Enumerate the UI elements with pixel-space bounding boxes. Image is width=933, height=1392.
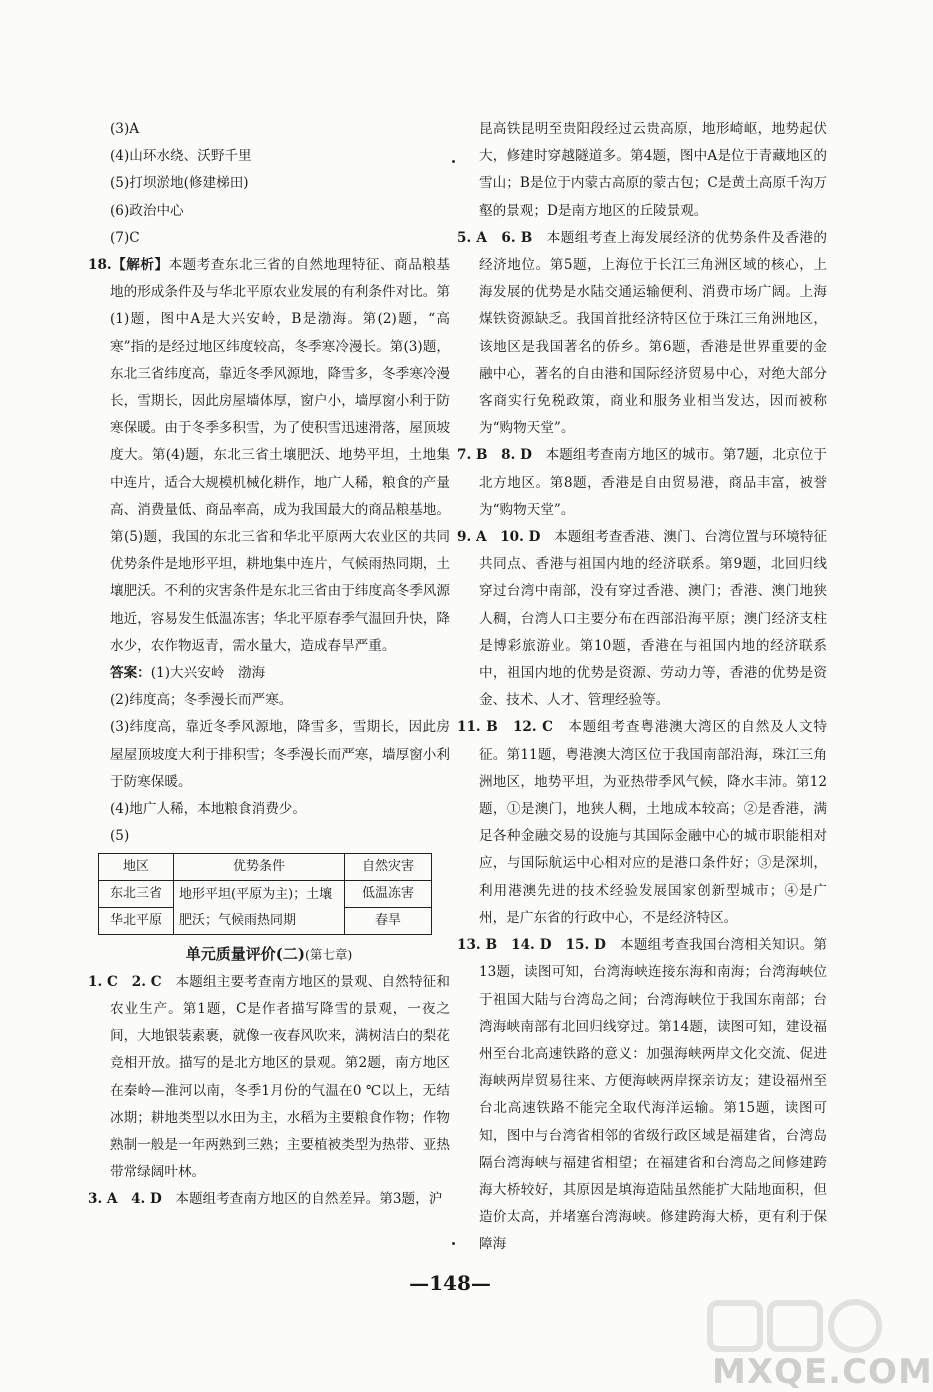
answer-line: [88, 660, 450, 687]
question-text: 本题组考查粤港澳大湾区的自然及人文特征。第11题，粤港澳大湾区位于我国南部沿海，珠江三角洲地区，地势平坦，为亚热带季风气候，降水丰沛。第12题，①是澳门，地狭人稠，土地成本较高；②是香港，满足各种金融交易的设施与其国际金融中心的城市职能相对应，与国际航运中心相对应的是港口条件好；③是深圳，利用港澳先进的技术经验发展国家创新型城市；④是广州，是广东省的行政中心，不是经济特区。: [479, 719, 827, 926]
question-number: 11. B 12. C: [457, 719, 553, 736]
question-number: 1. C 2. C: [88, 973, 162, 990]
question-7: [457, 442, 827, 524]
page-number: —148—: [409, 1271, 491, 1295]
question-number: 3. A 4. D: [88, 1191, 162, 1208]
question-3: [88, 1186, 450, 1213]
table-cell: 低温冻害: [345, 881, 432, 908]
question-text: 本题组考查我国台湾相关知识。第13题，读图可知，台湾海峡连接东海和南海；台湾海峡位于祖国大陆与台湾岛之间；台湾海峡位于我国东南部；台湾海峡南部有北回归线穿过。第14题，读图可知，建设福州至台北高速铁路的意义：加强海峡两岸文化交流、促进海峡两岸贸易往来、方便海峡两岸探亲访友；建设福州至台北高速铁路不能完全取代海洋运输。第15题，读图可知，图中与台湾省相邻的省级行政区域是福建省，台湾岛隔台湾海峡与福建省相望；在福建省和台湾岛之间修建跨海大桥较好，其原因是填海造陆虽然能扩大陆地面积，但造价太高，并堵塞台湾海峡。修建跨海大桥，更有利于保障海: [479, 937, 828, 1253]
answer-line: (5)打坝淤地(修建梯田): [110, 175, 249, 192]
question-13: [457, 932, 827, 1258]
table-cell-line: 地形平坦(平原为主)；土壤: [179, 886, 333, 902]
answer-line: (6)政治中心: [110, 202, 184, 219]
question-11: [457, 714, 827, 932]
analysis-tag: 【解析】: [111, 257, 169, 274]
question-text: 本题组考查南方地区的自然差异。第3题，沪: [175, 1191, 443, 1208]
question-number: 13. B 14. D 15. D: [457, 937, 606, 954]
answer-line: (3)A: [110, 121, 140, 137]
question-5: [457, 225, 827, 443]
section-title: [88, 941, 450, 968]
table-row: [99, 881, 432, 908]
answer-line: (2)纬度高；冬季漫长而严寒。: [110, 692, 293, 709]
question-1: [88, 969, 450, 1187]
table-cell: 东北三省: [99, 881, 174, 908]
table-header: 地区: [99, 854, 174, 881]
table-row: [99, 854, 432, 881]
continued-text: 昆高铁昆明至贵阳段经过云贵高原，地形崎岖，地势起伏大，修建时穿越隧道多。第4题，图中A是位于青藏地区的雪山；B是位于内蒙古高原的蒙古包；C是黄土高原千沟万壑的景观；D是南方地区的丘陵景观。: [479, 121, 827, 219]
comparison-table: [98, 853, 432, 935]
table-header: 优势条件: [174, 854, 345, 881]
answer-line: (4)山环水绕、沃野千里: [110, 148, 252, 165]
answer-line: (3)纬度高，靠近冬季风源地，降雪多，雪期长，因此房屋屋顶坡度大利于排积雪；冬季漫长而严寒，墙厚窗小利于防寒保暖。: [110, 719, 450, 790]
answer-label: 答案：: [110, 665, 151, 682]
right-column: [457, 116, 827, 1259]
column-mark: [452, 1242, 455, 1245]
analysis-text: 本题考查东北三省的自然地理特征、商品粮基地的形成条件及与华北平原农业发展的有利条件对比。第(1)题，图中A是大兴安岭，B是渤海。第(2)题，“高寒”指的是经过地区纬度较高，冬季寒冷漫长。第(3)题，东北三省纬度高，靠近冬季风源地，降雪多，冬季寒冷漫长，雪期长，因此房屋墙体厚，窗户小，墙厚窗小利于防寒保暖。由于冬季多积雪，为了使积雪迅速滑落，屋顶坡度大。第(4)题，东北三省土壤肥沃、地势平坦，土地集中连片，适合大规模机械化耕作，地广人稀，粮食的产量高、消费量低、商品率高，成为我国最大的商品粮基地。第(5)题，我国的东北三省和华北平原两大农业区的共同优势条件是地形平坦，耕地集中连片，气候雨热同期，土壤肥沃。不利的灾害条件是东北三省由于纬度高冬季风源地近，容易发生低温冻害；华北平原春季气温回升快，降水少，农作物返青，需水量大，造成春旱严重。: [110, 257, 451, 654]
question-number: 18.: [88, 257, 112, 274]
question-9: [457, 524, 827, 714]
section-subtitle: (第七章): [304, 947, 353, 963]
table-cell: [174, 881, 345, 935]
answer-line: (4)地广人稀，本地粮食消费少。: [110, 801, 306, 818]
table-cell-line: 肥沃；气候雨热同期: [179, 912, 297, 928]
question-number: 5. A 6. B: [457, 229, 533, 246]
question-text: 本题组考查南方地区的城市。第7题，北京位于北方地区。第8题，香港是自由贸易港，商品丰富，被誉为“购物天堂”。: [479, 447, 827, 518]
answer-text: (1)大兴安岭 渤海: [150, 665, 266, 682]
question-number: 9. A 10. D: [457, 529, 541, 546]
question-18: [88, 252, 450, 660]
question-text: 本题组考查香港、澳门、台湾位置与环境特征共同点、香港与祖国内地的经济联系。第9题，北回归线穿过台湾中南部，没有穿过香港、澳门；香港、澳门地狭人稠，台湾人口主要分布在西部沿海平原；澳门经济支柱是博彩旅游业。第10题，香港在与祖国内地的经济联系中，祖国内地的优势是资源、劳动力等，香港的优势是资金、技术、人才、管理经验等。: [479, 529, 828, 709]
question-text: 本题组考查上海发展经济的优势条件及香港的经济地位。第5题，上海位于长江三角洲区域的核心，上海发展的优势是水陆交通运输便利、消费市场广阔。上海煤铁资源缺乏。我国首批经济特区位于珠江三角洲地区，该地区是我国著名的侨乡。第6题，香港是世界重要的金融中心，著名的自由港和国际经济贸易中心，对绝大部分客商实行免税政策，商业和服务业相当发达，因而被称为“购物天堂”。: [479, 229, 828, 437]
answer-line: (7)C: [110, 229, 140, 246]
answer-line: (5): [110, 828, 130, 845]
table-cell: 华北平原: [99, 908, 174, 935]
watermark-text: MXQE.COM: [712, 1352, 933, 1392]
question-number: 7. B 8. D: [457, 447, 532, 464]
question-text: 本题组主要考查南方地区的景观、自然特征和农业生产。第1题，C是作者描写降雪的景观，一夜之间，大地银装素裹，就像一夜春风吹来，满树洁白的梨花竞相开放。描写的是北方地区的景观。第2题，南方地区在秦岭—淮河以南，冬季1月份的气温在0 ℃以上，无结冰期；耕地类型以水田为主，水稻为主要粮食作物；作物熟制一般是一年两熟到三熟；主要植被类型为热带、亚热带常绿阔叶林。: [110, 973, 451, 1181]
column-mark: [452, 160, 455, 163]
section-title-text: 单元质量评价(二): [185, 945, 305, 964]
table-cell: 春旱: [345, 908, 432, 935]
left-column: [88, 116, 450, 1214]
table-header: 自然灾害: [345, 854, 432, 881]
